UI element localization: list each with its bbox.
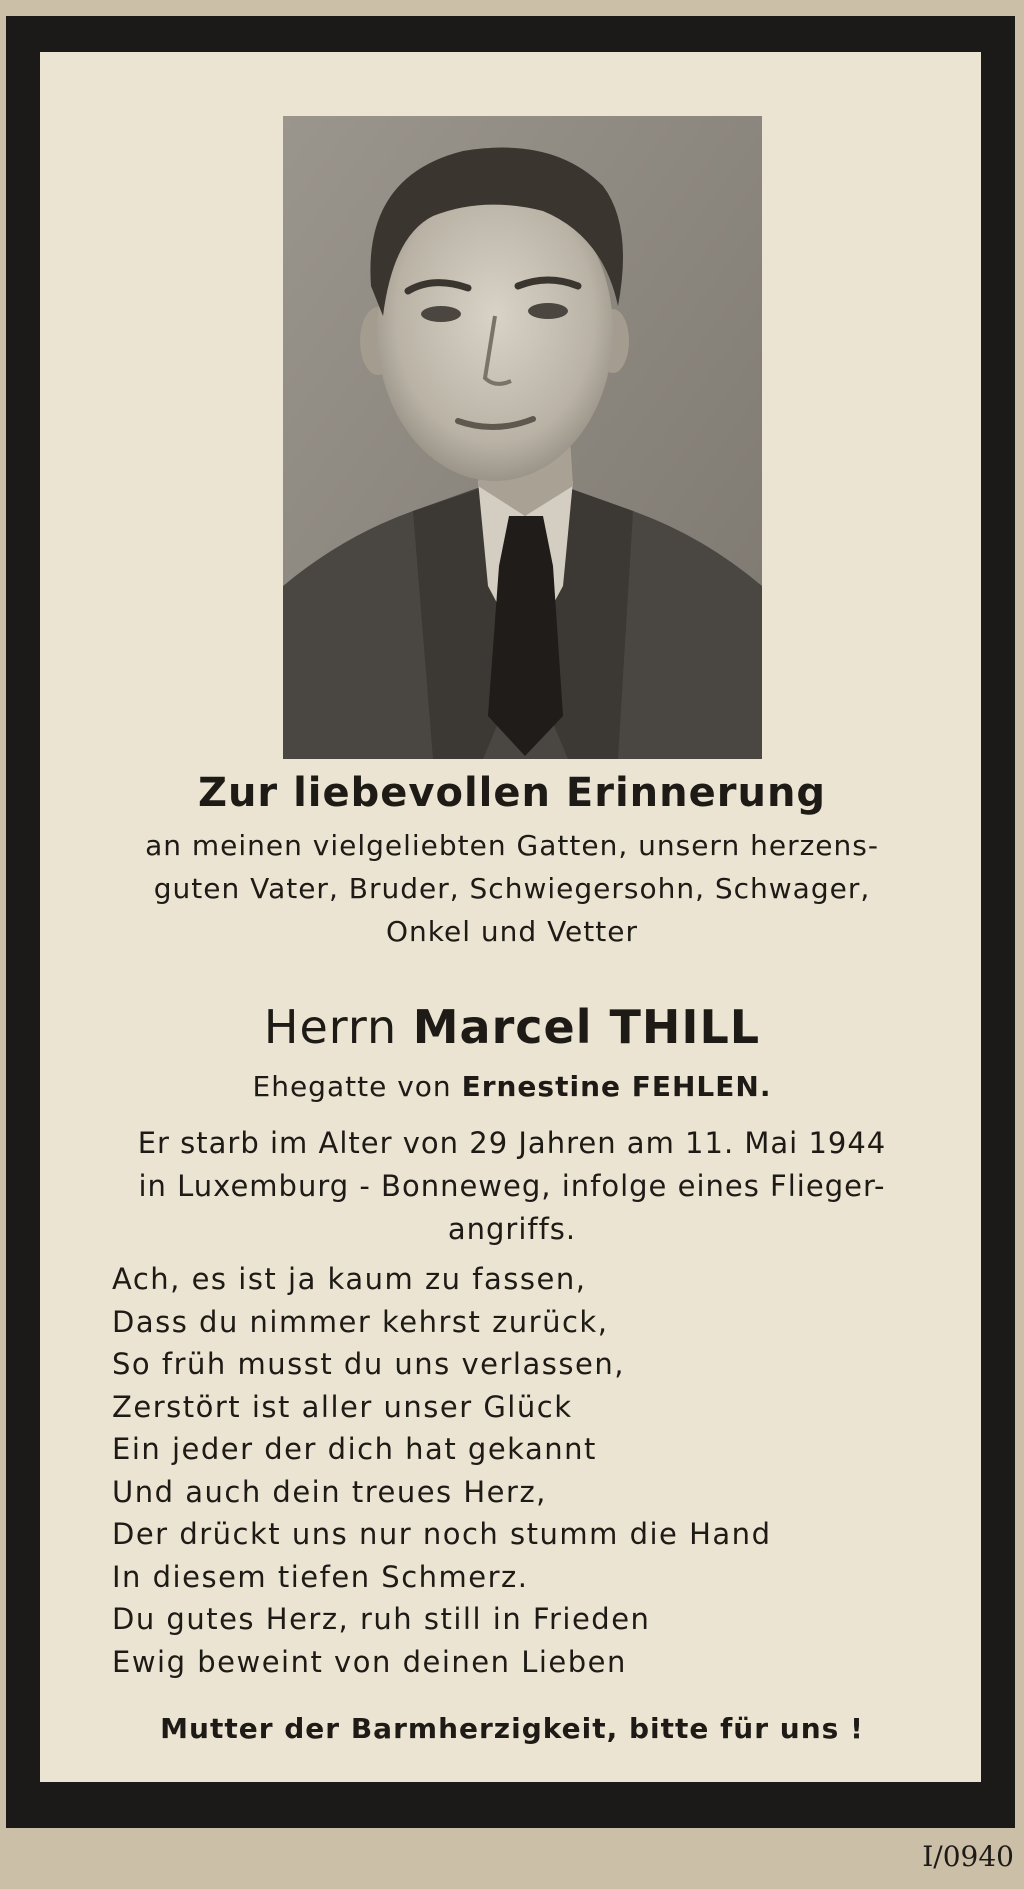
death-line: Er starb im Alter von 29 Jahren am 11. Mai 1944 [137, 1126, 887, 1160]
poem-line: In diesem tiefen Schmerz. [112, 1559, 529, 1594]
poem-line: Dass du nimmer kehrst zurück, [112, 1304, 609, 1339]
intro-line: an meinen vielgeliebten Gatten, unsern herzens- [145, 829, 879, 862]
intro-line: guten Vater, Bruder, Schwiegersohn, Schwager, [153, 872, 871, 905]
poem-line: So früh musst du uns verlassen, [112, 1347, 625, 1381]
poem-line: Ein jeder der dich hat gekannt [112, 1432, 597, 1466]
death-line: angriffs. [447, 1212, 577, 1246]
death-line: in Luxemburg - Bonneweg, infolge eines Flieger- [138, 1169, 886, 1203]
name-prefix: Herrn [263, 1000, 398, 1054]
memorial-poem [112, 1258, 771, 1683]
poem-line: Zerstört ist aller unser Glück [112, 1389, 573, 1424]
poem-line: Du gutes Herz, ruh still in Frieden [112, 1602, 651, 1636]
archive-id: I/0940 [922, 1840, 1014, 1873]
memorial-heading: Zur liebevollen Erinnerung [197, 770, 827, 816]
poem-line: Der drückt uns nur noch stumm die Hand [112, 1517, 772, 1551]
death-notice [0, 1122, 1024, 1251]
poem-line: Und auch dein treues Herz, [112, 1474, 547, 1509]
poem-line: Ach, es ist ja kaum zu fassen, [112, 1262, 587, 1296]
name-value: Marcel THILL [412, 1000, 761, 1054]
closing-prayer: Mutter der Barmherzigkeit, bitte für uns ! [160, 1712, 864, 1745]
deceased-name [0, 1000, 1024, 1054]
portrait-illustration [283, 116, 762, 759]
spouse-line [0, 1070, 1024, 1103]
poem-line: Ewig beweint von deinen Lieben [112, 1644, 627, 1679]
spouse-name: Ernestine FEHLEN. [461, 1070, 772, 1103]
spouse-prefix: Ehegatte von [252, 1070, 452, 1103]
intro-text [0, 824, 1024, 953]
intro-line: Onkel und Vetter [386, 915, 638, 948]
portrait-photo [283, 116, 762, 759]
